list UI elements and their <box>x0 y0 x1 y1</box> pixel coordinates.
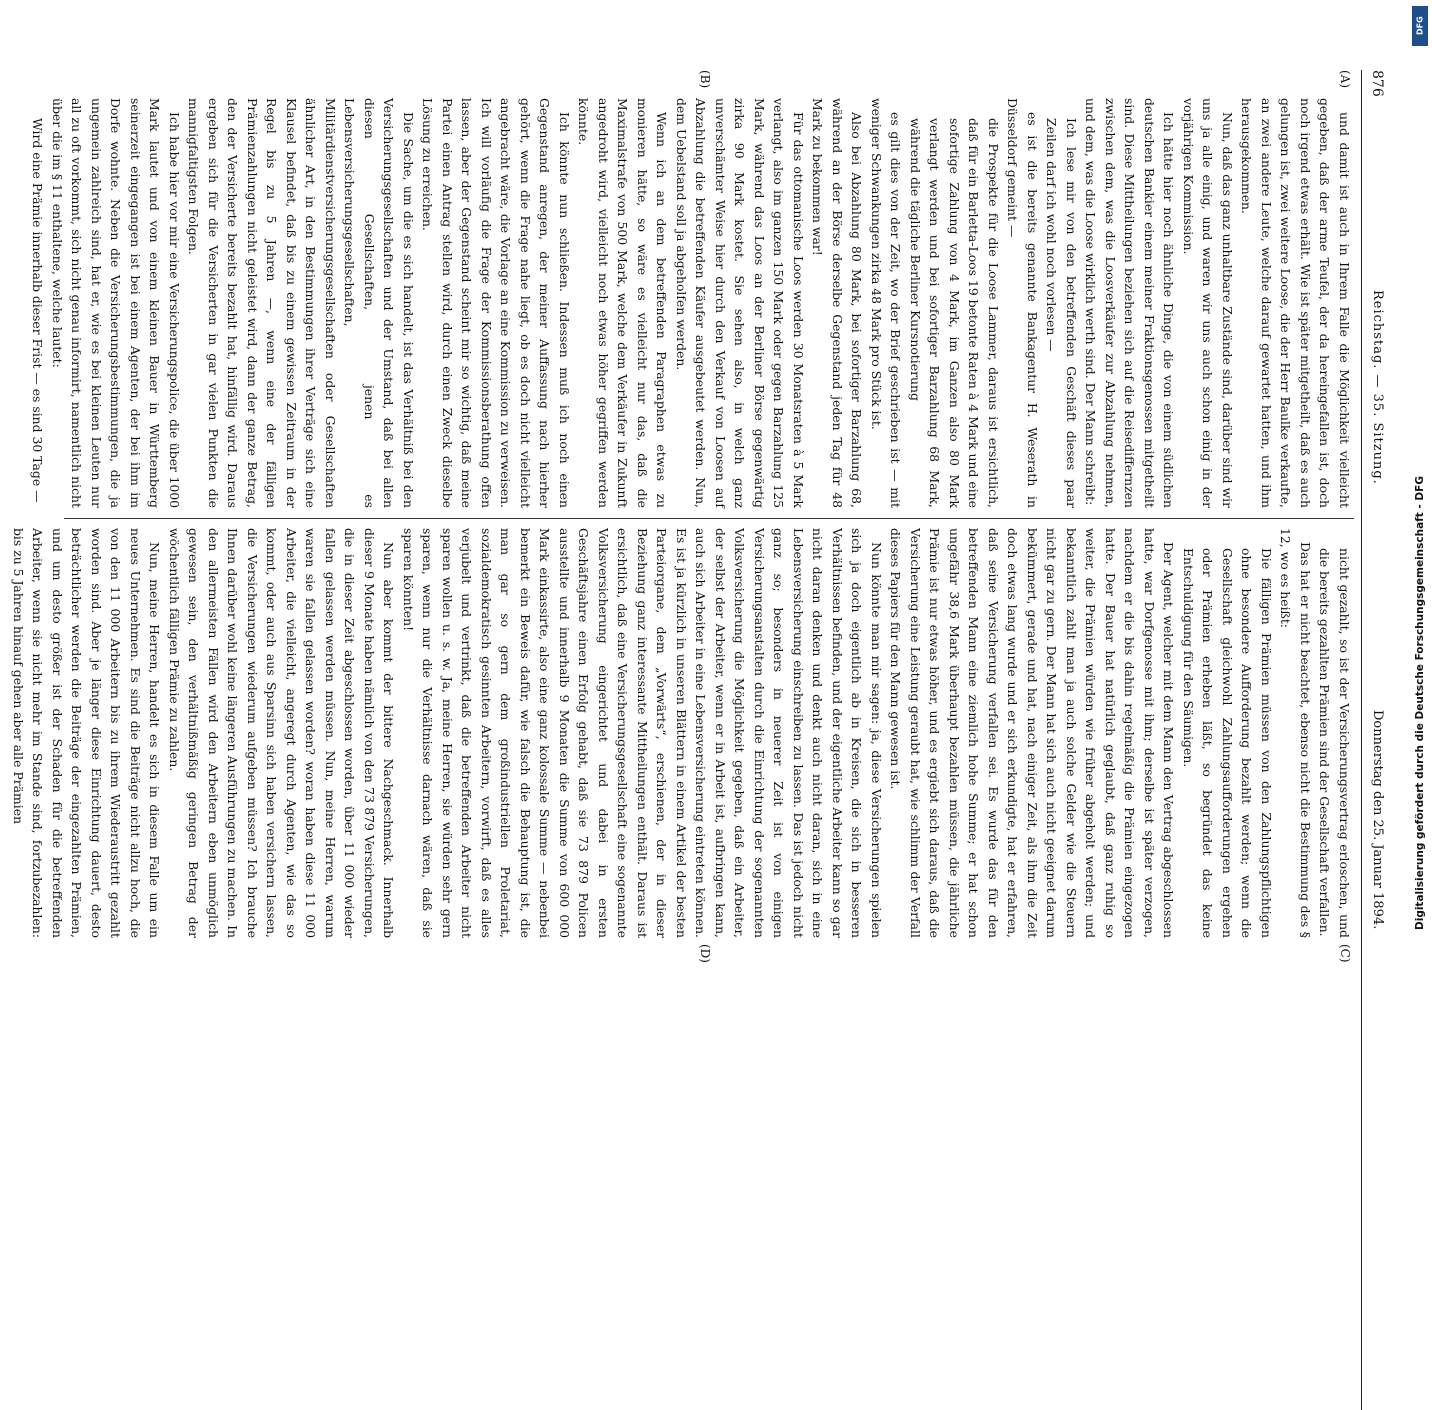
paragraph: Für das ottomanische Loos werden 30 Monatsraten à 5 Mark verlangt, also im ganzen 150 Mark oder gegen Barzahlung 125 Mark, während das Loos an der Berliner Börse gegenwärtig zirka 90 Mark kostet. Sie sehen also, in welch ganz unverschämter Weise hier durch den Verkauf von Loosen auf Abzahlung die betreffenden Käufer ausgebeutet werden. Nun, dem Uebelstand soll ja abgeholfen werden. <box>674 98 806 508</box>
session-date: Donnerstag den 25. Januar 1894. <box>1370 710 1385 930</box>
digitization-credit: Digitalisierung gefördert durch die Deutsche Forschungsgemeinschaft - DFG <box>1414 476 1426 930</box>
margin-mark-c: (C) <box>1338 944 1352 963</box>
left-text-column <box>30 98 1354 508</box>
quote-paragraph: die Prospekte für die Loose Lammer, daraus ist ersichtlich, daß für ein Barletta-Loos 19 betonte Raten à 4 Mark und eine sofortige Zahlung von 4 Mark, im Ganzen also 80 Mark verlangt werden und bei sofortiger Barzahlung 68 Mark, während die tägliche Berliner Kursnotierung <box>908 118 1001 508</box>
paragraph: Nun aber kommt der bittere Nachgeschmack. Innerhalb dieser 9 Monate haben nämlich von den 73 879 Versicherungen, die in dieser Zeit abgeschlossen worden, über 11 000 wieder fallen gelassen werden müssen. Nun, meine Herren, warum waren sie fallen gelassen worden? woran haben diese 11 000 Arbeiter, die vielleicht, angeregt durch Agenten, wie das so kommt, oder auch aus Sparsinn sich haben versichern lassen, die Versicherungen wiederum aufgeben müssen? Ich brauche Ihnen darüber wohl keine längeren Ausführungen zu machen. In den allermeisten Fällen wird den Arbeitern eben unmöglich gewesen sein, den verhältnißmäßig geringen Betrag der wöchentlich fälligen Prämie zu zahlen. <box>167 528 397 938</box>
running-title: Reichstag. — 35. Sitzung. <box>1370 290 1385 485</box>
paragraph: Ich lese mir von den betreffenden Geschäft dieses paar Zeilen darf ich wohl noch vorlesen — <box>1044 118 1079 508</box>
margin-mark-a: (A) <box>1338 70 1352 89</box>
paragraph: Nun könnte man mir sagen: ja, diese Versicherungen spielen sich ja doch eigentlich ab in Kreisen, die sich in besseren Verhältnissen befinden, und der eigentliche Arbeiter kann so gar nicht daran denken und denkt auch nicht daran, sich in eine Lebensversicherung einschreiben zu lassen. Das ist jedoch nicht ganz so; besonders in neuerer Zeit ist von einigen Versicherungsanstalten durch die Einrichtung der sogenannten Volksversicherung die Möglichkeit gegeben, daß ein Arbeiter, der selbst der Arbeiter, wenn er in Arbeit ist, aufbringen kann, auch sich Arbeiter in eine Lebensversicherung eintreten können. Es ist ja kürzlich in unseren Blättern in einem Artikel der besten Parteiorgane, dem „Vorwärts“, erschienen, der in dieser Beziehung ganz interessante Mittheilungen enthält. Daraus ist ersichtlich, daß eine Versicherungsgesellschaft eine sogenannte Volksversicherung eingerichtet und dabei in ersten Geschäftsjahre einen Erfolg gehabt, daß sie 73 879 Policen ausstellte und innerhalb 9 Monaten die Summe von 600 000 Mark einkassirte, also eine ganz kolossale Summe — nebenbei bemerkt ein Beweis dafür, wie falsch die Behauptung ist, die man gar so gern dem großindustriellen Proletariat, sozialdemokratisch gesinnten Arbeitern, vorwirft, daß es alles verjubelt und vertrinkt, daß die betreffenden Arbeiter nicht sparen wollen u. s. w. Ja, meine Herren, sie würden sehr gern sparen, wenn nur die Verhältnisse darnach wären, daß sie sparen könnten! <box>401 528 884 938</box>
page-header <box>1363 70 1387 930</box>
paragraph: Nun, meine Herren, handelt es sich in diesem Falle um ein neues Unternehmen. Es sind die Beiträge nicht allzu hoch, die von den 11 000 Arbeitern bis zu ihrem Wiederaustritt gezahlt worden sind. Aber je länger diese Einrichtung dauert, desto beträchtlicher werden die Beiträge der eingezahlten Prämien, und um desto größer ist der Schaden für die betreffenden Arbeiter, wenn sie nicht mehr im Stande sind, fortzubezahlen: bis zu 5 Jahren hinauf gehen aber alle Prämien <box>11 528 163 938</box>
paragraph: Das hat er nicht beachtet, ebenso nicht die Bestimmung des § 12, wo es heißt: <box>1278 528 1313 938</box>
quote-paragraph: nicht gezahlt, so ist der Versicherungsvertrag erloschen, und die bereits gezahlten Prämien sind der Gesellschaft verfallen. <box>1317 548 1352 938</box>
paragraph: Der Agent, welcher mit dem Mann den Vertrag abgeschlossen hatte, war Dorfgenosse mit ihm; derselbe ist später verzogen, nachdem er die bis dahin regelmäßig die Prämien eingezogen hatte. Der Bauer hat natürlich geglaubt, daß ganz ruhig so weiter, die Prämien würden wie früher abgeholt werden; und bekanntlich zahlt man ja auch solche Gelder wie die Steuern nicht gar zu gern. Der Mann hat sich auch nicht geeignet darum bekümmert, gerade und hat, nach einiger Zeit, als ihm die Zeit doch etwas lang wurde und er sich erkundigte, hat er erfahren, daß seine Versicherung verfallen sei. Es wurde das für den betreffenden Mann eine ziemlich hohe Summe; er hat schon ungefähr 38,6 Mark überhaupt bezahlen müssen, die jährliche Prämie ist nur etwas höher, und es ergiebt sich daraus, daß die Versicherung eine Leistung geraubt hat, wie schlimm der Verfall dieses Papiers für den Mann gewesen ist. <box>888 528 1177 938</box>
paragraph: Nun, daß das ganz unhaltbare Zustände sind, darüber sind wir uns ja alle einig, und waren wir uns auch schon einig in der vorjährigen Kommission. <box>1181 98 1235 508</box>
margin-mark-d: (D) <box>698 944 712 963</box>
header-rule <box>1361 70 1362 1410</box>
paragraph: und damit ist auch in Ihrem Falle die Möglichkeit vielleicht gegeben, daß der arme Teufel, der da hereingefallen ist, doch noch irgend etwas erhält. Wie ist später mitgetheilt, daß es auch gelungen ist, zwei weitere Loose, die der Herr Baulke verkaufte, an zwei andere Leute, welche darauf gewartet hatten, und ihm herausgekommen. <box>1239 98 1352 508</box>
paragraph: Die Sache, um die es sich handelt, ist das Verhältniß bei den Versicherungsgesellschaften und der Umstand, daß bei allen diesen Gesellschaften, jenen es Lebensversicherungsgesellschaften, Militärdienstversicherungsgesellschaften oder Gesellschaften ähnlicher Art, in den Bestimmungen ihrer Verträge sich eine Klausel befindet, daß bis zu einem gewissen Zeitraum in der Regel bis zu 5 Jahren —, wenn eine der fälligen Prämienzahlungen nicht geleistet wird, dann der ganze Betrag, den der Versicherte bereits bezahlt hat, hinfällig wird. Daraus ergeben sich für die Versicherten in gar vielen Punkten die mannigfaltigsten Folgen. <box>186 98 416 508</box>
paragraph: es gilt dies von der Zeit, wo der Brief geschrieben ist — mit weniger Schwankungen zirka 48 Mark pro Stück ist. <box>869 98 904 508</box>
paragraph: Wenn ich an dem betreffenden Paragraphen etwas zu monieren hätte, so wäre es vielleicht nur das, daß die Maximalstrafe von 500 Mark, welche dem Verkäufer in Zukunft angedroht wird, vielleicht noch etwas höher gegriffen werden könnte. <box>576 98 670 508</box>
quote-paragraph: Wird eine Prämie innerhalb dieser Frist — es sind 30 Tage — <box>30 118 46 503</box>
paragraph: Ich hätte hier noch ähnliche Dinge, die von einem südlichen deutschen Bankier einem meiner Fraktionsgenossen mitgetheilt sind. Diese Mittheilungen beziehen sich auf die Reisediffernzen zwischen dem, was die Loosverkäufer zur Abzahlung nehmen, und dem, was die Loose wirklich werth sind. Der Mann schreibt: <box>1083 98 1177 508</box>
paragraph: Also bei Abzahlung 80 Mark, bei sofortiger Barzahlung 68, während an der Börse derselbe Gegenstand jeden Tag für 48 Mark zu bekommen war! <box>810 98 865 508</box>
paragraph: Ich habe hier vor mir eine Versicherungspolice, die über 1000 Mark lautet und von einem kleinen Bauer in Württemberg seinerzeit eingegangen ist bei einem Agenten, der bei ihm im Dorfe wohnte. Neben die Versicherungsbestimmungen, die ja ungemein zahlreich sind, hat er, wie es bei kleinen Leuten nur all zu oft vorkommt, sich nicht genau informirt, namentlich nicht über die im § 11 enthaltene, welche lautet: <box>50 98 182 508</box>
dfg-logo: DFG <box>1412 6 1428 46</box>
quote-paragraph: Die fälligen Prämien müssen von den Zahlungspflichtigen ohne besondere Aufforderung bezahlt werden; wenn die Gesellschaft gleichwohl Zahlungsaufforderungen ergehen oder Prämien erheben läßt, so begründet das keine Entschuldigung für den Säumigen. <box>1181 548 1274 938</box>
right-text-column <box>11 528 1354 938</box>
paragraph: Ich könnte nun schließen. Indessen muß ich noch einen Gegenstand anregen, der meiner Auffassung nach hierher gehört, wenn die Frage nahe liegt, ob es doch nicht vielleicht angebracht wäre, die Vorlage an eine Kommission zu verweisen. Ich will vorläufig die Frage der Kommissionsberathung offen lassen, aber der Gegenstand scheint mir so wichtig, daß meine Partei einen Antrag stellen wird, durch einen Zweck dieselbe Lösung zu erreichen. <box>420 98 572 508</box>
paragraph: es ist die bereits genannte Bankagentur H. Weserath in Düsseldorf gemeint — <box>1005 98 1040 508</box>
page-number: 876 <box>1369 70 1385 97</box>
margin-mark-b: (B) <box>698 70 712 89</box>
column-separator <box>64 518 1354 519</box>
